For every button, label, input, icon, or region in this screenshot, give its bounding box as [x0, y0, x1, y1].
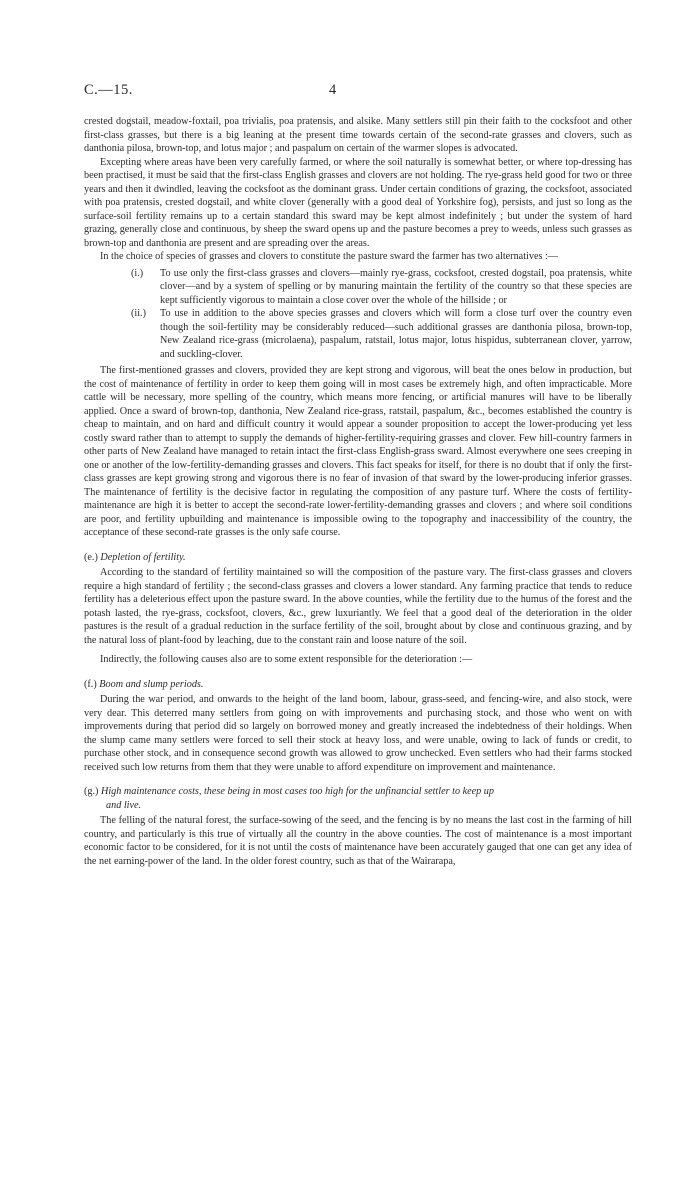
section-heading-f: [84, 678, 632, 692]
list-item-number: (ii.): [131, 308, 146, 319]
paragraph: During the war period, and onwards to the height of the land boom, labour, grass-seed, and fencing-wire, and also stock, were very dear. This deterred many settlers from going on with improvements and purchasing stock, and those who went on with improvements during that period did so largely on borrowed money and greatly increased the indebtedness of their holdings. When the slump came many settlers were forced to sell their stock at heavy loss, and were unable, owing to lack of funds or credit, to purchase other stock, and in consequence second growth was allowed to grow unchecked. Even settlers who had their farms stocked received such low returns from them that they were unable to afford expenditure on improvement and maintenance.: [84, 694, 632, 773]
paragraph: In the choice of species of grasses and clovers to constitute the pasture sward the farmer has two alternatives :—: [100, 251, 558, 262]
section-label: (e.): [84, 551, 98, 563]
section-label: (f.): [84, 678, 97, 690]
list-item-text: To use in addition to the above species grasses and clovers which will form a close turf over the country even though the soil-fertility may be considerably reduced—such additional grasses are danthonia pilosa, brown-top, New Zealand rice-grass (microlaena), paspalum, ratstail, lotus major, lotus hispidus, subterranean clover, yarrow, and suckling-clover.: [160, 308, 632, 360]
section-title: Depletion of fertility.: [100, 551, 186, 563]
section-title-continued: and live.: [106, 799, 142, 811]
page-header: [84, 84, 624, 102]
section-label: (g.): [84, 786, 99, 797]
list-item: [84, 267, 632, 308]
paragraph: Excepting where areas have been very carefully farmed, or where the soil naturally is somewhat better, or where top-dressing has been practised, it must be said that the first-class English grasses and clovers are not holding. The rye-grass held good for two or three years and then it dwindled, leaving the cocksfoot as the dominant grass. Under certain conditions of grazing, the cocksfoot, associated with poa pratensis, crested dogstail, and white clover (generally with a good deal of Yorkshire fog), persists, and just so long as the surface-soil fertility remains up to a certain standard this sward may be kept almost indefinitely ; but under the system of hard grazing, generally close and continuous, by sheep the sward opens up and the pasture becomes a prey to weeds, unless such grasses as brown-top and danthonia are present and are spreading over the areas.: [84, 156, 632, 249]
alternatives-list: [84, 267, 632, 362]
list-item: [84, 307, 632, 361]
page-number: 4: [329, 82, 337, 98]
document-reference: C.—15.: [84, 82, 133, 98]
document-body: [84, 115, 632, 868]
list-item-text: To use only the first-class grasses and clovers—mainly rye-grass, cocksfoot, crested dogstail, poa pratensis, white clover—and by a system of spelling or by manuring maintain the fertility of the country so that these species are kept sufficiently vigorous to maintain a close cover over the whole of the hillside ; or: [160, 267, 632, 306]
paragraph: Indirectly, the following causes also are to some extent responsible for the deterioration :—: [100, 654, 473, 665]
section-heading-g: [84, 785, 632, 812]
section-title: High maintenance costs, these being in most cases too high for the unfinancial settler to keep up: [100, 786, 494, 797]
paragraph: The felling of the natural forest, the surface-sowing of the seed, and the fencing is by no means the last cost in the farming of hill country, and particularly is this true of virtually all the country in the above counties. The cost of maintenance is a most important economic factor to be considered, for it is not until the costs of maintenance have been accurately gauged that one can get any idea of the net earning-power of the land. In the older forest country, such as that of the Wairarapa,: [84, 815, 632, 867]
section-heading-e: [84, 551, 632, 565]
section-title: Boom and slump periods.: [99, 678, 204, 690]
paragraph-continued: crested dogstail, meadow-foxtail, poa trivialis, poa pratensis, and alsike. Many settlers still pin their faith to the cocksfoot and other first-class grasses, but there is a big leaning at the present time towards certain of the second-rate grasses and clovers, such as danthonia pilosa, brown-top, and lotus major ; and paspalum on certain of the warmer slopes is advocated.: [84, 116, 632, 154]
paragraph: The first-mentioned grasses and clovers, provided they are kept strong and vigorous, will beat the ones below in production, but the cost of maintenance of fertility in order to keep them going will in most cases be extremely high, and often impracticable. More cattle will be necessary, more spelling of the country, which means more fencing, or artificial manures will have to be liberally applied. Once a sward of brown-top, danthonia, New Zealand rice-grass, ratstail, paspalum, &c., becomes established the country is cheap to maintain, and on hard and difficult country it would appear a sounder proposition to accept the lower-producing yet less costly sward rather than to attempt to supply the demands of higher-fertility-requiring grasses and clover. Few hill-country farmers in other parts of New Zealand have managed to retain intact the first-class English-grass sward. Almost everywhere one sees creeping in one or another of the low-fertility-demanding grasses and clovers. This fact speaks for itself, for there is no doubt that if only the first-class grasses are kept growing strong and vigorous there is no fear of invasion of that sward by the lower-producing inferior grasses. The maintenance of fertility is the decisive factor in regulating the composition of any pasture turf. Where the costs of fertility-maintenance are high it is better to accept the second-rate lower-fertility-demanding grasses and clovers ; and where soil conditions are poor, and fertility upbuilding and maintenance is impossible owing to the topography and inaccessibility of the country, the acceptance of these second-rate grasses is the only safe course.: [84, 365, 632, 538]
list-item-number: (i.): [131, 267, 144, 279]
paragraph: According to the standard of fertility maintained so will the composition of the pasture vary. The first-class grasses and clovers require a high standard of fertility ; the second-class grasses and clovers a lower standard. Any farming practice that tends to reduce fertility has a deleterious effect upon the pasture sward. In the above counties, while the fertility due to the humus of the forest and the potash lasted, the rye-grass, cocksfoot, clovers, &c., grew luxuriantly. We feel that a good deal of the deterioration in the older pastures is the result of a gradual reduction in the surface fertility of the soil, brought about by close and continuous grazing, and by the natural loss of plant-food by leaching, due to the constant rain and loose nature of the soil.: [84, 567, 632, 646]
